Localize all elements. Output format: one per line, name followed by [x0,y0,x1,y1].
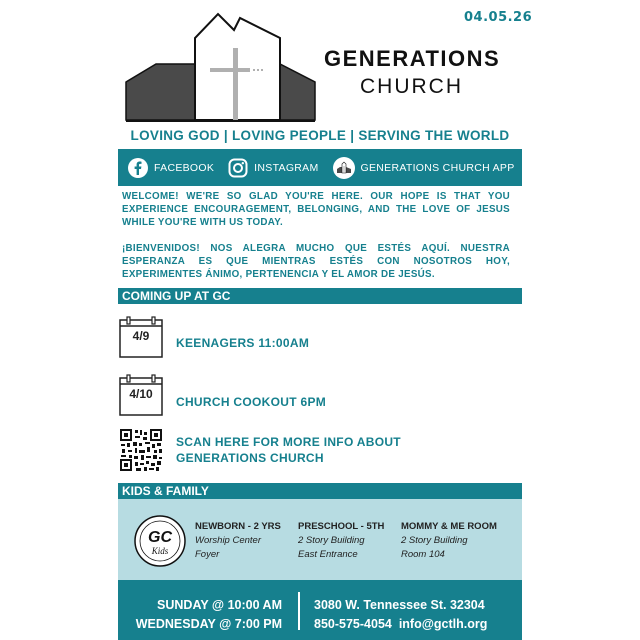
facebook-label: FACEBOOK [154,161,215,174]
kids-column-room: Room 104 [401,549,445,560]
calendar-icon [119,316,163,358]
svg-text:Kids: Kids [151,546,169,556]
instagram-label: INSTAGRAM [254,161,319,174]
facebook-icon [128,158,148,178]
service-sunday: SUNDAY @ 10:00 AM [157,598,282,612]
footer-divider [298,592,300,630]
church-app-icon [333,157,355,179]
social-bar [118,149,522,186]
event-date: 4/10 [129,387,153,401]
welcome-english: WELCOME! WE'RE SO GLAD YOU'RE HERE. OUR HOPE IS THAT YOU EXPERIENCE ENCOURAGEMENT, BELONGING, AND THE LOVE OF JESUS WHILE YOU'RE WITH US TODAY. [122,191,510,228]
kids-column [401,520,497,562]
church-building-logo [120,8,320,124]
kids-column [195,520,281,562]
address: 3080 W. Tennessee St. 32304 [314,598,485,612]
event-title: KEENAGERS 11:00AM [176,336,310,350]
kids-column-room: East Entrance [298,549,358,560]
social-facebook[interactable] [128,158,214,178]
kids-column-title: PRESCHOOL - 5TH [298,521,385,532]
gc-kids-logo [134,515,186,567]
brand-name: GENERATIONS [324,46,501,71]
phone[interactable]: 850-575-4054 [314,617,392,631]
kids-column-title: NEWBORN - 2 YRS [195,521,281,532]
kids-column-room: Foyer [195,549,220,560]
kids-column-location: 2 Story Building [401,535,468,546]
footer [118,580,522,640]
date-label: 04.05.26 [464,10,533,25]
kids-column-location: Worship Center [195,535,261,546]
kids-info-panel [118,499,522,580]
kids-column-title: MOMMY & ME ROOM [401,521,497,532]
kids-column [298,520,384,562]
qr-caption: SCAN HERE FOR MORE INFO ABOUT GENERATIONS CHURCH [176,435,401,465]
social-church-app[interactable] [333,157,515,179]
event-date: 4/9 [132,329,150,343]
tagline: LOVING GOD | LOVING PEOPLE | SERVING THE WORLD [130,128,510,143]
qr-code[interactable] [119,428,163,472]
upcoming-heading: COMING UP AT GC [118,288,522,304]
welcome-spanish: ¡BIENVENIDOS! NOS ALEGRA MUCHO QUE ESTÉS AQUÍ. NUESTRA ESPERANZA ES QUE MIENTRAS ESTÉS CON NOSOTROS HOY, EXPERIMENTES ÁNIMO, PERTENENCIA Y EL AMOR DE JESÚS. [122,243,510,280]
social-instagram[interactable] [228,158,318,178]
svg-text:GC: GC [148,529,172,546]
kids-column-location: 2 Story Building [298,535,365,546]
kids-heading: KIDS & FAMILY [118,483,522,499]
service-wednesday: WEDNESDAY @ 7:00 PM [135,617,282,631]
instagram-icon [228,158,248,178]
brand-subtitle: CHURCH [360,75,463,98]
email[interactable]: info@gctlh.org [398,617,488,631]
contact-info [314,596,487,634]
service-times [136,596,282,634]
calendar-icon [119,374,163,416]
church-app-label: GENERATIONS CHURCH APP [360,161,515,174]
event-title: CHURCH COOKOUT 6PM [176,395,327,409]
